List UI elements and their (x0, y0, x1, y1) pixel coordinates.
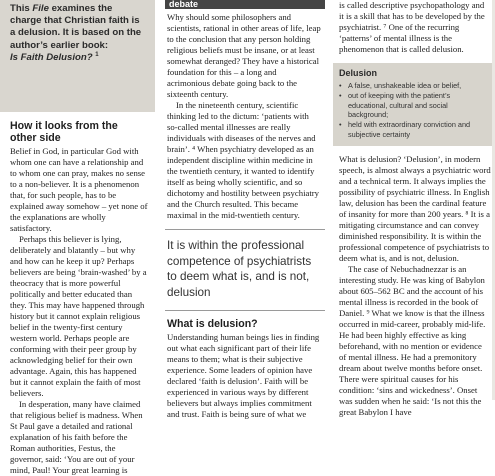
right-column (333, 0, 495, 417)
middle-body-bottom (165, 331, 325, 420)
middle-paragraph: In the nineteenth century, scientific thinking led to the dictum: ‘patients with so-called mental illnesses are really individuals with diseases of the nerves and brain’. ⁴ When psychiatry developed as an independent discipline within medicine in the twentieth century, it wanted to identify itself as being wholly scientific, and so dichotomy and hostility between psychiatry and the Church resulted. This became maximal in the mid-twentieth century. (167, 100, 320, 220)
intro-file-word: File (32, 3, 49, 14)
definition-item: • A false, unshakeable idea or belief, (339, 81, 489, 91)
definition-list (339, 81, 489, 140)
left-paragraph: Perhaps this believer is lying, deliberately and blatantly – but why and how can he keep it up? Perhaps believers are being ‘brain-washed’ by a theocracy that is more powerful politically and better educated than they. This may have happened through history but it cannot explain religious belief in the twenty-first century western world. Perhaps people are conforming with their peer group by acknowledging belief for their own advantage. Again, this has happened but it cannot explain the faith of most believers. (10, 234, 147, 398)
section-tab: debate (165, 0, 325, 9)
right-paragraph: is called descriptive psychopathology and it is a skill that has to be developed by the psychiatrist. ⁷ One of the recurring ‘patterns’ of mental illness is the phenomenon that is called delusion. (339, 0, 485, 54)
middle-column (165, 0, 325, 419)
left-paragraph: In desperation, many have claimed that religious belief is madness. When St Paul gave a detailed and rational explanation of his faith before the Roman authorities, Festus, the governor, said: ‘You are out of your mind, Paul! Your great learning is (10, 399, 143, 475)
left-heading: How it looks from the other side (10, 120, 118, 144)
middle-body-top (165, 9, 325, 221)
intro-text-1: This (10, 3, 33, 14)
definition-title: Delusion (339, 68, 378, 78)
definition-item: • held with extraordinary conviction and subjective certainty (339, 120, 489, 140)
intro-footnote: 1 (95, 51, 99, 58)
right-body-top (333, 0, 495, 55)
right-paragraph: The case of Nebuchadnezzar is an interesting study. He was king of Babylon about 605–562 BC and the account of his mental illness is recorded in the book of Daniel. ⁹ What we know is that the illness occurred in mid-career, probably mid-life. He had been highly effective as king beforehand, with no mention or evidence of mental illness. He had a premonitory dream about twelve months before onset. There were spiritual causes for his condition: ‘sins and wickedness’. Onset was sudden when he said: ‘Is not this the great Babylon I have (339, 263, 486, 417)
right-paragraph: What is delusion? ‘Delusion’, in modern speech, is almost always a psychiatric word and a technical term. It always implies the possibility of psychiatric illness. In English law, delusion has been the cardinal feature of insanity for more than 200 years. ⁸ It is a mitigating circumstance and can convey diminished responsibility. It is within the professional competence of psychiatrists to deem what is, and is not, delusion. (339, 153, 491, 263)
definition-item: • out of keeping with the patient’s educational, cultural and social background; (339, 91, 489, 120)
middle-paragraph: Why should some philosophers and scientists, rational in other areas of life, leap to the conclusion that any person holding religious beliefs must be insane, or at least somewhat deranged? They have a historical foundation for this – a long and acrimonious debate going back to the sixteenth century. (167, 12, 321, 99)
intro-book-title: Is Faith Delusion? (10, 51, 93, 63)
middle-heading: What is delusion? (167, 318, 258, 330)
intro-box (0, 0, 155, 112)
left-column (0, 0, 155, 475)
left-paragraph: Belief in God, in particular God with whom one can have a relationship and to whom one can pray, makes no sense to a non-believer. It is a phenomenon that, for such people, has to be explained away somehow – yet none of the explanations are wholly satisfactory. (10, 146, 148, 233)
left-body (0, 144, 155, 476)
right-body-bottom (333, 146, 495, 418)
intro-text-2: examines the charge that Christian faith is a delusion. It is based on the author’s earlier book: (10, 3, 142, 51)
middle-paragraph: Understanding human beings lies in finding out what each significant part of their life means to them; what is their subjective experience. Some leaders of opinion have declared ‘faith is delusion’. Faith will be experienced in various ways by different believers but always implies commitment and trust. Faith is being sure of what we (167, 332, 320, 419)
pull-quote: It is within the professional competence of psychiatrists to deem what is, and is not, delusion (165, 229, 325, 311)
definition-box (333, 63, 495, 146)
